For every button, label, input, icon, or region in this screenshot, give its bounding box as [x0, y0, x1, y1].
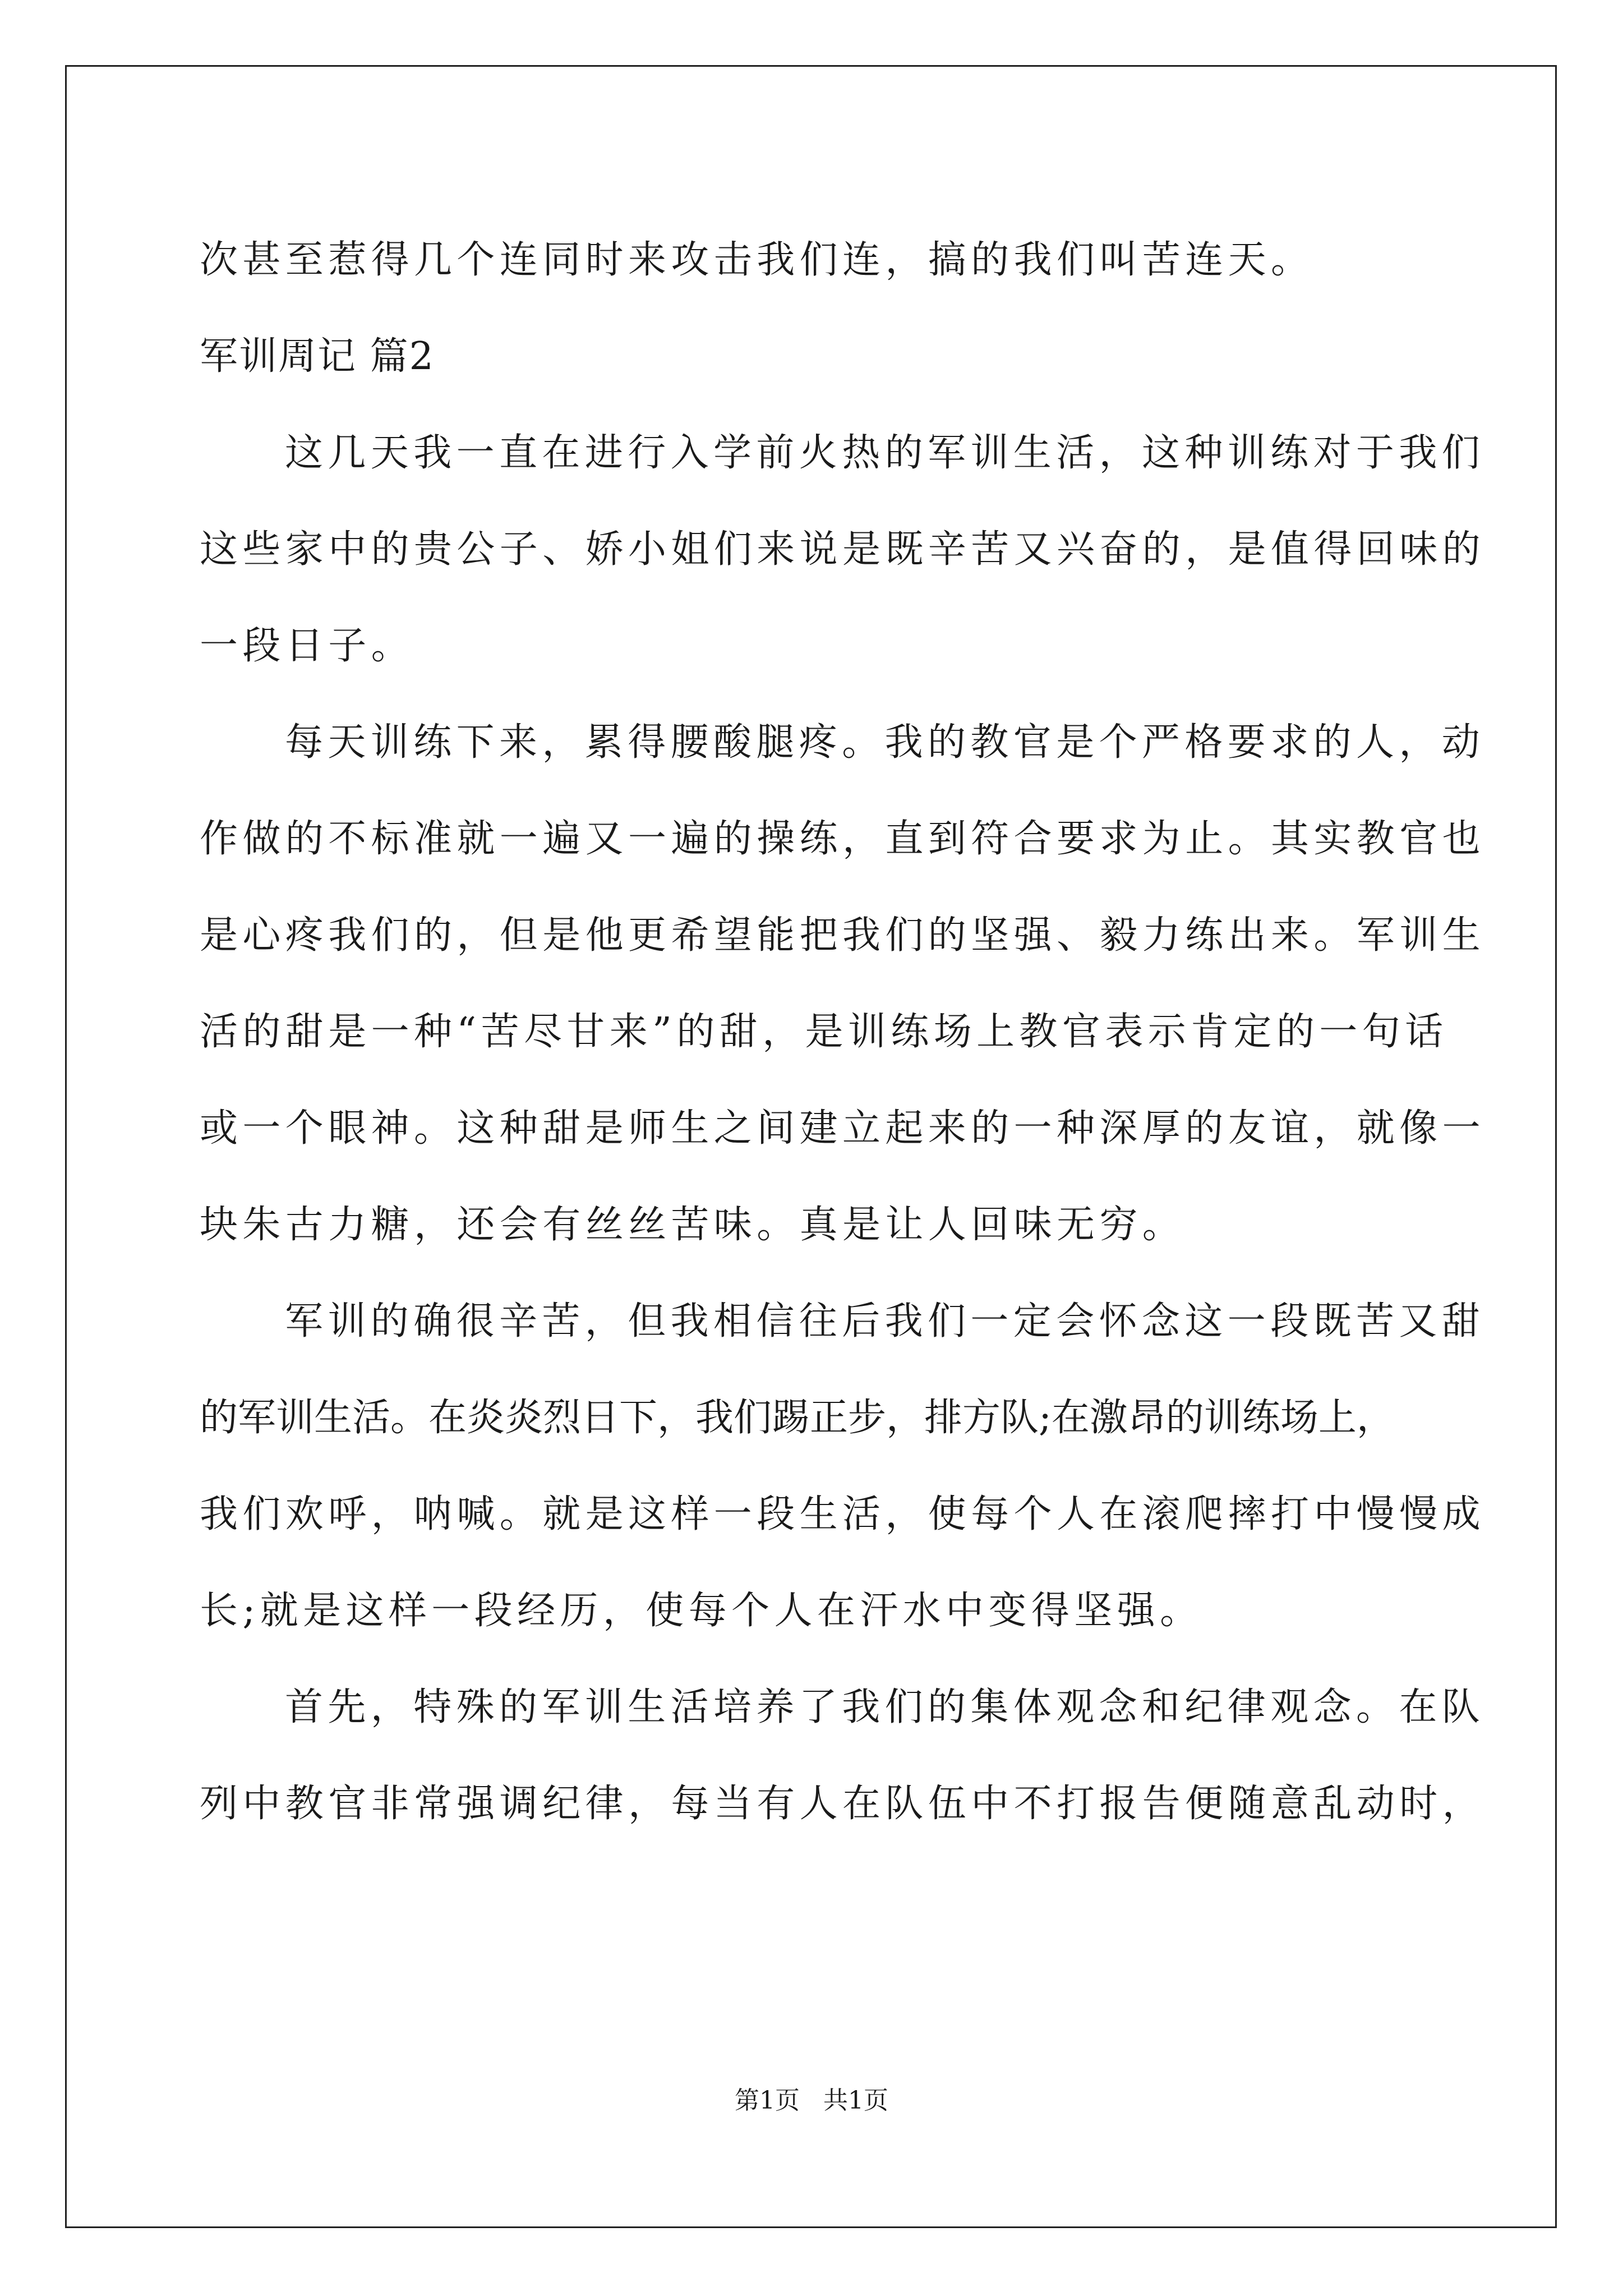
text-line: 我们欢呼，呐喊。就是这样一段生活，使每个人在滚爬摔打中慢慢成 [200, 1492, 1486, 1536]
document-body [200, 212, 1486, 1852]
text-line: 是心疼我们的，但是他更希望能把我们的坚强、毅力练出来。军训生 [200, 913, 1486, 958]
text-line: 或一个眼神。这种甜是师生之间建立起来的一种深厚的友谊，就像一 [200, 1106, 1486, 1151]
text-line: 军训的确很辛苦，但我相信往后我们一定会怀念这一段既苦又甜 [285, 1299, 1485, 1343]
text-line: 长;就是这样一段经历，使每个人在汗水中变得坚强。 [200, 1589, 1203, 1633]
page-footer: 第1页 共1页 [735, 2086, 888, 2115]
text-line: 列中教官非常强调纪律，每当有人在队伍中不打报告便随意乱动时， [200, 1782, 1486, 1826]
text-line: 每天训练下来，累得腰酸腿疼。我的教官是个严格要求的人，动 [285, 720, 1485, 765]
text-line: 这些家中的贵公子、娇小姐们来说是既辛苦又兴奋的，是值得回味的 [200, 527, 1486, 572]
text-line: 次甚至惹得几个连同时来攻击我们连，搞的我们叫苦连天。 [200, 238, 1314, 282]
text-line: 首先，特殊的军训生活培养了我们的集体观念和纪律观念。在队 [285, 1685, 1485, 1729]
text-line: 块朱古力糖，还会有丝丝苦味。真是让人回味无穷。 [200, 1203, 1186, 1247]
text-line: 活的甜是一种“苦尽甘来”的甜，是训练场上教官表示肯定的一句话 [200, 1010, 1448, 1054]
text-line: 的军训生活。在炎炎烈日下，我们踢正步，排方队;在激昂的训练场上， [200, 1396, 1395, 1440]
text-line: 作做的不标准就一遍又一遍的操练，直到符合要求为止。其实教官也 [200, 817, 1486, 861]
text-line: 一段日子。 [200, 624, 414, 668]
section-heading: 军训周记 篇2 [200, 334, 435, 379]
text-line: 这几天我一直在进行入学前火热的军训生活，这种训练对于我们 [285, 431, 1485, 475]
